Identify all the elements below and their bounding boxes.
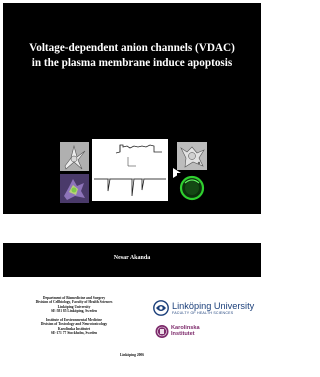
author-band [3, 243, 261, 277]
thesis-title [3, 41, 261, 71]
affiliation-1-line: Linköping University [57, 304, 91, 309]
ki-name-line-2: Institutet [171, 331, 195, 337]
cell-micrograph-top-left [60, 142, 89, 171]
affiliation-2-line: Division of Toxicology and Neurotoxicology [40, 322, 108, 327]
liu-emblem-icon [152, 300, 170, 316]
affiliation-1-line: Division of Cellbiology, Faculty of Health Sciences [35, 300, 113, 305]
channel-current-trace [92, 139, 168, 201]
liu-faculty: FACULTY OF HEALTH SCIENCES [172, 311, 234, 315]
place-and-year: Linköping 2006 [119, 353, 145, 357]
affiliation-block-1 [18, 296, 130, 313]
affiliation-block-2 [18, 318, 130, 335]
liu-name: Linköping University [172, 301, 255, 311]
cell-fluorescence-bottom-right [177, 173, 207, 203]
affiliation-2-line: SE-171 77 Stockholm, Sweden [50, 330, 98, 335]
author-name: Nesar Akanda [113, 255, 151, 261]
cell-fluorescence-bottom-left [60, 174, 89, 203]
affiliation-1-line: SE-581 85 Linköping, Sweden [51, 308, 97, 313]
affiliation-2-line: Karolinska Institutet [57, 326, 91, 331]
cell-micrograph-top-right [177, 142, 207, 170]
ki-logo [155, 324, 200, 344]
liu-logo [152, 300, 255, 321]
affiliation-1-line: Department of Biomedicine and Surgery [42, 296, 106, 300]
cover-black-panel [3, 3, 261, 214]
ki-seal-icon [155, 324, 169, 339]
title-line-2: in the plasma membrane induce apoptosis [31, 57, 233, 69]
title-line-1: Voltage-dependent anion channels (VDAC) [29, 42, 235, 54]
affiliation-2-line: Institute of Environmental Medicine [46, 318, 102, 322]
ki-name-line-1: Karolinska [171, 325, 200, 331]
